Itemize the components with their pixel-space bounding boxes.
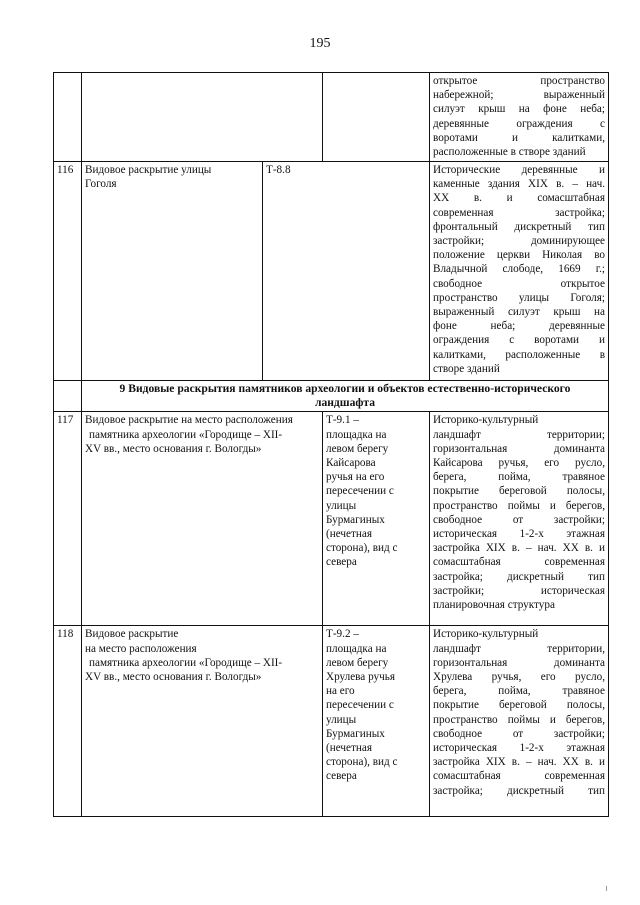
description-line: Историко-культурный — [433, 628, 539, 641]
name-line: Гоголя — [85, 178, 117, 191]
cell-num — [54, 73, 82, 162]
table-row-118 — [54, 626, 609, 817]
description-line: покрытие береговой полосы, — [433, 699, 605, 712]
cell-description — [430, 162, 609, 381]
name-line: XV вв., место основания г. Вологды» — [85, 671, 262, 684]
description-line: сомасштабная современная — [433, 770, 605, 783]
point-line: левом берегу — [326, 442, 389, 455]
point-line: сторона), вид с — [326, 542, 398, 555]
description-line: покрытие береговой полосы, — [433, 485, 605, 498]
description-line: положение церкви Николая во — [433, 249, 605, 262]
cell-description — [430, 412, 609, 626]
description-line: свободное открытое — [433, 277, 605, 290]
cell-description — [430, 73, 609, 162]
description-line: воротами и калитками, — [433, 131, 605, 144]
description-line: деревянные ограждения с — [433, 117, 605, 130]
description-line: ограждения с воротами и — [433, 334, 605, 347]
point-line: (нечетная — [326, 528, 372, 541]
description-line: пространство поймы и берегов, — [433, 499, 605, 512]
description-line: расположенные в створе зданий — [433, 146, 586, 159]
name-line: Видовое раскрытие улицы — [85, 164, 212, 176]
description-line: каменные здания XIX в. – нач. — [433, 178, 605, 191]
point-line: улицы — [326, 499, 357, 512]
point-line: площадка на — [326, 428, 387, 441]
description-line: берега, пойма, травяное — [433, 685, 605, 698]
name-line: памятника археологии «Городище – XII- — [89, 428, 283, 441]
description-line: застройки; доминирующее — [433, 235, 605, 248]
point-line: площадка на — [326, 642, 387, 655]
name-line: XV вв., место основания г. Вологды» — [85, 442, 262, 455]
description-line: набережной; выраженный — [433, 89, 605, 102]
cell-description — [430, 626, 609, 817]
description-line: Историко-культурный — [433, 414, 539, 427]
description-line: калитками, расположенные в — [433, 348, 605, 361]
description-line: историческая 1-2-х этажная — [433, 528, 605, 541]
cell-point — [323, 73, 430, 162]
point-line: севера — [326, 556, 357, 569]
description-line: планировочная структура — [433, 599, 555, 612]
cell-num: 118 — [54, 626, 82, 817]
point-line: пересечении с — [326, 485, 394, 498]
cell-name — [82, 412, 323, 626]
cell-num: 117 — [54, 412, 82, 626]
section-header — [54, 381, 609, 412]
point-line: Хрулева ручья — [326, 671, 395, 684]
description-line: историческая 1-2-х этажная — [433, 742, 605, 755]
description-line: XX в. и сомасштабная — [433, 192, 605, 205]
description-line: берега, пойма, травяное — [433, 471, 605, 484]
point-line: Кайсарова — [326, 457, 376, 470]
description-line: застройка XIX в. – нач. XX в. и — [433, 756, 605, 769]
description-line: Исторические деревянные и — [433, 164, 605, 176]
description-line: сомасштабная современная — [433, 556, 605, 569]
description-line: застройка; дискретный тип — [433, 570, 605, 583]
cell-num — [54, 381, 82, 412]
description-line: фоне неба; деревянные — [433, 320, 605, 333]
description-line: Владычной слободе, 1669 г.; — [433, 263, 605, 276]
description-line: Кайсарова ручья, его русло, — [433, 457, 605, 470]
page-number: 195 — [309, 36, 331, 51]
description-line: свободное от застройки; — [433, 513, 605, 526]
section-title — [82, 381, 609, 412]
description-line: застройка XIX в. – нач. XX в. и — [433, 542, 605, 555]
point-line: сторона), вид с — [326, 756, 398, 769]
description-line: пространство поймы и берегов, — [433, 713, 605, 726]
point-line: улицы — [326, 713, 357, 726]
description-line: выраженный силуэт крыш на — [433, 306, 605, 319]
cell-point — [263, 162, 430, 381]
heritage-views-table — [53, 72, 609, 817]
description-line: горизонтальная доминанта — [433, 442, 605, 455]
table-row-116 — [54, 162, 609, 381]
table-row-continuation — [54, 73, 609, 162]
description-line: открытое пространство — [433, 75, 605, 87]
table-row-117 — [54, 412, 609, 626]
scan-mark — [606, 886, 607, 891]
point-line: ручья на его — [326, 471, 385, 484]
description-line: ландшафт территории, — [433, 642, 605, 655]
cell-name — [82, 162, 263, 381]
description-line: свободное от застройки; — [433, 727, 605, 740]
cell-num: 116 — [54, 162, 82, 381]
section-title-line: 9 Видовые раскрытия памятников археологии и объектов естественно-исторического — [119, 382, 571, 395]
point-line: Бурмагиных — [326, 727, 385, 740]
description-line: горизонтальная доминанта — [433, 656, 605, 669]
name-line: Видовое раскрытие — [85, 628, 179, 641]
point-line: левом берегу — [326, 656, 389, 669]
point-line: Т-9.1 – — [326, 414, 359, 427]
name-line: на место расположения — [85, 642, 197, 655]
description-line: застройка; дискретный тип — [433, 784, 605, 797]
cell-name — [82, 73, 323, 162]
name-line: памятника археологии «Городище – XII- — [89, 656, 283, 669]
description-line: Хрулева ручья, его русло, — [433, 671, 605, 684]
description-line: фронтальный дискретный тип — [433, 220, 605, 233]
cell-point — [323, 412, 430, 626]
point-line: севера — [326, 770, 357, 783]
point-line: Т-8.8 — [266, 164, 291, 176]
section-title-line: ландшафта — [314, 396, 376, 410]
point-line: (нечетная — [326, 742, 372, 755]
point-line: Т-9.2 – — [326, 628, 359, 641]
description-line: пространство улицы Гоголя; — [433, 291, 605, 304]
description-line: створе зданий — [433, 362, 500, 375]
cell-point — [323, 626, 430, 817]
point-line: пересечении с — [326, 699, 394, 712]
point-line: Бурмагиных — [326, 513, 385, 526]
point-line: на его — [326, 685, 355, 698]
description-line: ландшафт территории; — [433, 428, 605, 441]
cell-name — [82, 626, 323, 817]
description-line: силуэт крыш на фоне неба; — [433, 103, 605, 116]
description-line: застройки; историческая — [433, 584, 605, 597]
description-line: современная застройка; — [433, 206, 605, 219]
name-line: Видовое раскрытие на место расположения — [85, 414, 293, 427]
